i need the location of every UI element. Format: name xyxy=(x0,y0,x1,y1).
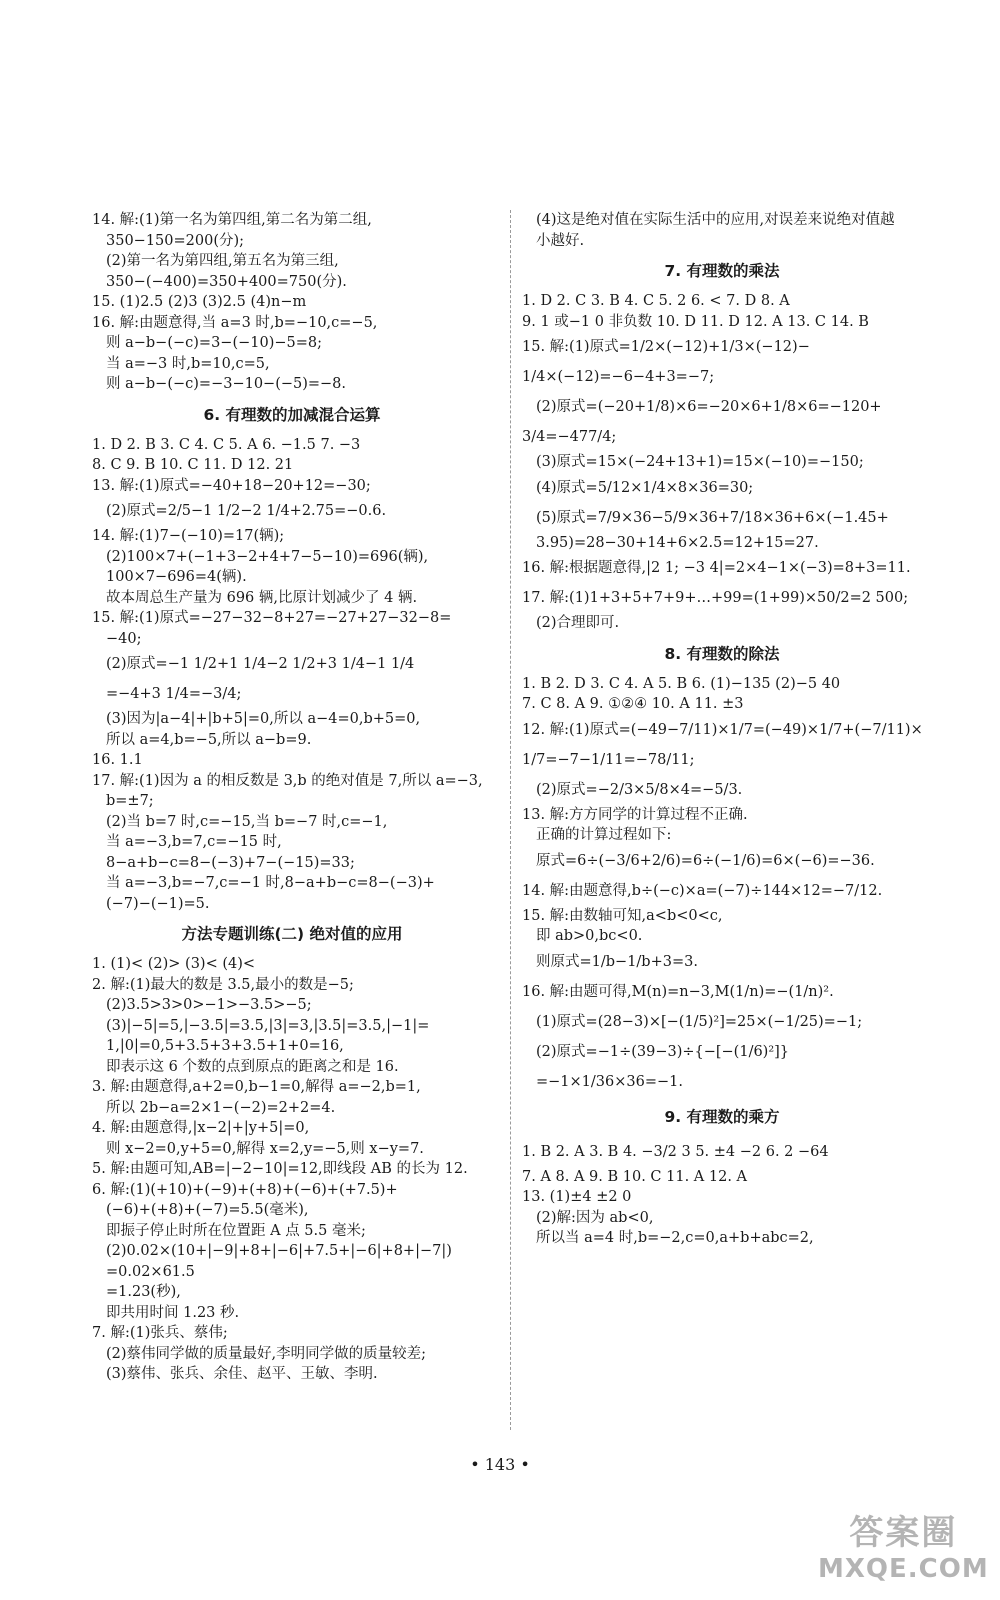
watermark-url: MXQE.COM xyxy=(818,1554,989,1584)
answer-line: 所以 a=4,b=−5,所以 a−b=9. xyxy=(106,731,312,748)
answer-line: 6. 解:(1)(+10)+(−9)+(+8)+(−6)+(+7.5)+ xyxy=(92,1181,398,1198)
answer-line: (3)蔡伟、张兵、余佳、赵平、王敏、李明. xyxy=(106,1366,378,1382)
answer-line: 1. B 2. D 3. C 4. A 5. B 6. (1)−135 (2)−5 40 xyxy=(522,675,841,692)
page-number: • 143 • xyxy=(470,1455,530,1474)
answer-line: 15. 解:由数轴可知,a<b<0<c, xyxy=(522,907,723,924)
answer-line: 15. 解:(1)原式=−27−32−8+27=−27+27−32−8= xyxy=(92,610,452,626)
answer-line: 1. D 2. B 3. C 4. C 5. A 6. −1.5 7. −3 xyxy=(92,436,361,453)
answer-line: 16. 解:由题可得,M(n)=n−3,M(1/n)=−(1/n)². xyxy=(522,983,834,1000)
right-column xyxy=(522,210,922,1249)
answer-line: (3)原式=15×(−24+13+1)=15×(−10)=−150; xyxy=(536,454,864,470)
answer-line: b=±7; xyxy=(106,793,154,809)
answer-line: 当 a=−3,b=7,c=−15 时, xyxy=(106,834,282,850)
column-divider xyxy=(510,210,511,1430)
answer-line: 14. 解:由题意得,b÷(−c)×a=(−7)÷144×12=−7/12. xyxy=(522,882,883,899)
answer-line: 15. (1)2.5 (2)3 (3)2.5 (4)n−m xyxy=(92,294,307,310)
answer-line: 350−(−400)=350+400=750(分). xyxy=(106,273,347,290)
watermark-title: 答案圈 xyxy=(849,1513,958,1553)
answer-line: 14. 解:(1)7−(−10)=17(辆); xyxy=(92,528,285,544)
answer-line: 当 a=−3,b=−7,c=−1 时,8−a+b−c=8−(−3)+ xyxy=(106,875,435,891)
answer-line: 1/7=−7−1/11=−78/11; xyxy=(522,751,695,768)
answer-line: −40; xyxy=(106,630,142,647)
answer-line: 小越好. xyxy=(536,232,585,249)
section-heading: 8. 有理数的除法 xyxy=(664,644,780,663)
answer-line: (2)原式=2/5−1 1/2−2 1/4+2.75=−0.6. xyxy=(106,503,387,519)
answer-line: (2)100×7+(−1+3−2+4+7−5−10)=696(辆), xyxy=(106,548,429,565)
answer-line: (2)原式=−2/3×5/8×4=−5/3. xyxy=(536,781,743,798)
answer-line: 1,|0|=0,5+3.5+3+3.5+1+0=16, xyxy=(106,1038,344,1054)
answer-line: (2)原式=(−20+1/8)×6=−20×6+1/8×6=−120+ xyxy=(536,399,882,415)
answer-line: 则 a−b−(−c)=−3−10−(−5)=−8. xyxy=(106,376,347,392)
answer-line: 故本周总生产量为 696 辆,比原计划减少了 4 辆. xyxy=(106,589,418,606)
answer-line: 3/4=−477/4; xyxy=(522,429,617,445)
answer-line: (−6)+(+8)+(−7)=5.5(毫米), xyxy=(106,1202,309,1218)
answer-line: 7. 解:(1)张兵、蔡伟; xyxy=(92,1325,228,1341)
answer-line: 17. 解:(1)因为 a 的相反数是 3,b 的绝对值是 7,所以 a=−3, xyxy=(92,772,483,789)
answer-line: 350−150=200(分); xyxy=(106,232,245,249)
answer-line: 13. 解:方方同学的计算过程不正确. xyxy=(522,806,748,823)
answer-line: 8−a+b−c=8−(−3)+7−(−15)=33; xyxy=(106,854,355,871)
answer-line: 2. 解:(1)最大的数是 3.5,最小的数是−5; xyxy=(92,976,354,993)
answer-line: 4. 解:由题意得,|x−2|+|y+5|=0, xyxy=(92,1120,310,1136)
answer-line: 则 a−b−(−c)=3−(−10)−5=8; xyxy=(106,335,322,351)
answer-line: 16. 解:由题意得,当 a=3 时,b=−10,c=−5, xyxy=(92,314,378,331)
answer-line: (3)因为|a−4|+|b+5|=0,所以 a−4=0,b+5=0, xyxy=(106,711,421,727)
answer-line: (5)原式=7/9×36−5/9×36+7/18×36+6×(−1.45+ xyxy=(536,509,889,526)
answer-line: 1. B 2. A 3. B 4. −3/2 3 5. ±4 −2 6. 2 −64 xyxy=(522,1143,829,1160)
answer-line: 13. 解:(1)原式=−40+18−20+12=−30; xyxy=(92,477,371,494)
answer-line: 所以 2b−a=2×1−(−2)=2+2=4. xyxy=(106,1099,336,1116)
answer-line: 12. 解:(1)原式=(−49−7/11)×1/7=(−49)×1/7+(−7/11)× xyxy=(522,721,923,738)
answer-line: 7. A 8. A 9. B 10. C 11. A 12. A xyxy=(522,1168,748,1185)
answer-line: (2)第一名为第四组,第五名为第三组, xyxy=(106,253,339,269)
answer-line: 15. 解:(1)原式=1/2×(−12)+1/3×(−12)− xyxy=(522,339,810,355)
answer-line: 当 a=−3 时,b=10,c=5, xyxy=(106,355,270,372)
answer-line: 1/4×(−12)=−6−4+3=−7; xyxy=(522,369,715,385)
answer-line: 3. 解:由题意得,a+2=0,b−1=0,解得 a=−2,b=1, xyxy=(92,1079,421,1095)
answer-line: 8. C 9. B 10. C 11. D 12. 21 xyxy=(92,457,294,473)
answer-line: (2)原式=−1 1/2+1 1/4−2 1/2+3 1/4−1 1/4 xyxy=(106,656,415,672)
section-heading: 7. 有理数的乘法 xyxy=(664,262,780,280)
answer-line: 1. D 2. C 3. B 4. C 5. 2 6. < 7. D 8. A xyxy=(522,293,790,309)
answer-line: 17. 解:(1)1+3+5+7+9+…+99=(1+99)×50/2=2 500; xyxy=(522,590,909,606)
answer-line: (2)当 b=7 时,c=−15,当 b=−7 时,c=−1, xyxy=(106,813,388,830)
answer-line: 16. 1.1 xyxy=(92,752,143,768)
answer-line: 所以当 a=4 时,b=−2,c=0,a+b+abc=2, xyxy=(536,1230,814,1246)
answer-line: 则原式=1/b−1/b+3=3. xyxy=(536,953,698,970)
answer-line: 正确的计算过程如下: xyxy=(536,827,672,843)
answer-line: (2)原式=−1÷(39−3)÷{−[−(1/6)²]} xyxy=(536,1043,790,1060)
answer-line: 即 ab>0,bc<0. xyxy=(536,928,643,944)
answer-line: (3)|−5|=5,|−3.5|=3.5,|3|=3,|3.5|=3.5,|−1|= xyxy=(106,1017,430,1034)
answer-line: =−1×1/36×36=−1. xyxy=(536,1073,683,1090)
answer-line: 7. C 8. A 9. ①②④ 10. A 11. ±3 xyxy=(522,696,744,712)
answer-line: 5. 解:由题可知,AB=|−2−10|=12,即线段 AB 的长为 12. xyxy=(92,1161,468,1177)
answer-line: 即共用时间 1.23 秒. xyxy=(106,1304,240,1321)
answer-line: 3.95)=28−30+14+6×2.5=12+15=27. xyxy=(536,534,819,551)
answer-line: 1. (1)< (2)> (3)< (4)< xyxy=(92,956,256,972)
answer-line: 即表示这 6 个数的点到原点的距离之和是 16. xyxy=(106,1058,399,1075)
answer-line: =0.02×61.5 xyxy=(106,1263,195,1280)
section-heading: 9. 有理数的乘方 xyxy=(664,1107,780,1126)
answer-line: =1.23(秒), xyxy=(106,1284,181,1300)
answer-line: =−4+3 1/4=−3/4; xyxy=(106,686,242,702)
answer-line: 16. 解:根据题意得,|2 1; −3 4|=2×4−1×(−3)=8+3=11. xyxy=(522,560,911,576)
answer-line: 即振子停止时所在位置距 A 点 5.5 毫米; xyxy=(106,1222,366,1239)
answer-line: 100×7−696=4(辆). xyxy=(106,569,247,585)
answer-line: 13. (1)±4 ±2 0 xyxy=(522,1189,632,1205)
answer-line: 则 x−2=0,y+5=0,解得 x=2,y=−5,则 x−y=7. xyxy=(106,1140,424,1157)
answer-line: (2)合理即可. xyxy=(536,615,620,631)
watermark-logo xyxy=(818,1505,989,1584)
answer-line: (2)蔡伟同学做的质量最好,李明同学做的质量较差; xyxy=(106,1345,427,1362)
answer-line: (−7)−(−1)=5. xyxy=(106,895,210,912)
answer-line: 原式=6÷(−3/6+2/6)=6÷(−1/6)=6×(−6)=−36. xyxy=(536,852,875,869)
answer-line: 14. 解:(1)第一名为第四组,第二名为第二组, xyxy=(92,212,372,228)
section-heading: 6. 有理数的加减混合运算 xyxy=(203,405,381,424)
answer-line: (2)0.02×(10+|−9|+8+|−6|+7.5+|−6|+8+|−7|) xyxy=(106,1243,452,1259)
answer-line: (2)3.5>3>0>−1>−3.5>−5; xyxy=(106,997,312,1013)
answer-line: (4)这是绝对值在实际生活中的应用,对误差来说绝对值越 xyxy=(536,212,895,228)
answer-line: (2)解:因为 ab<0, xyxy=(536,1209,654,1226)
section-heading: 方法专题训练(二) 绝对值的应用 xyxy=(181,925,403,943)
answer-line: 9. 1 或−1 0 非负数 10. D 11. D 12. A 13. C 14. B xyxy=(522,313,869,330)
left-column xyxy=(92,210,492,1385)
answer-line: (1)原式=(28−3)×[−(1/5)²]=25×(−1/25)=−1; xyxy=(536,1013,863,1030)
answer-line: (4)原式=5/12×1/4×8×36=30; xyxy=(536,479,754,496)
